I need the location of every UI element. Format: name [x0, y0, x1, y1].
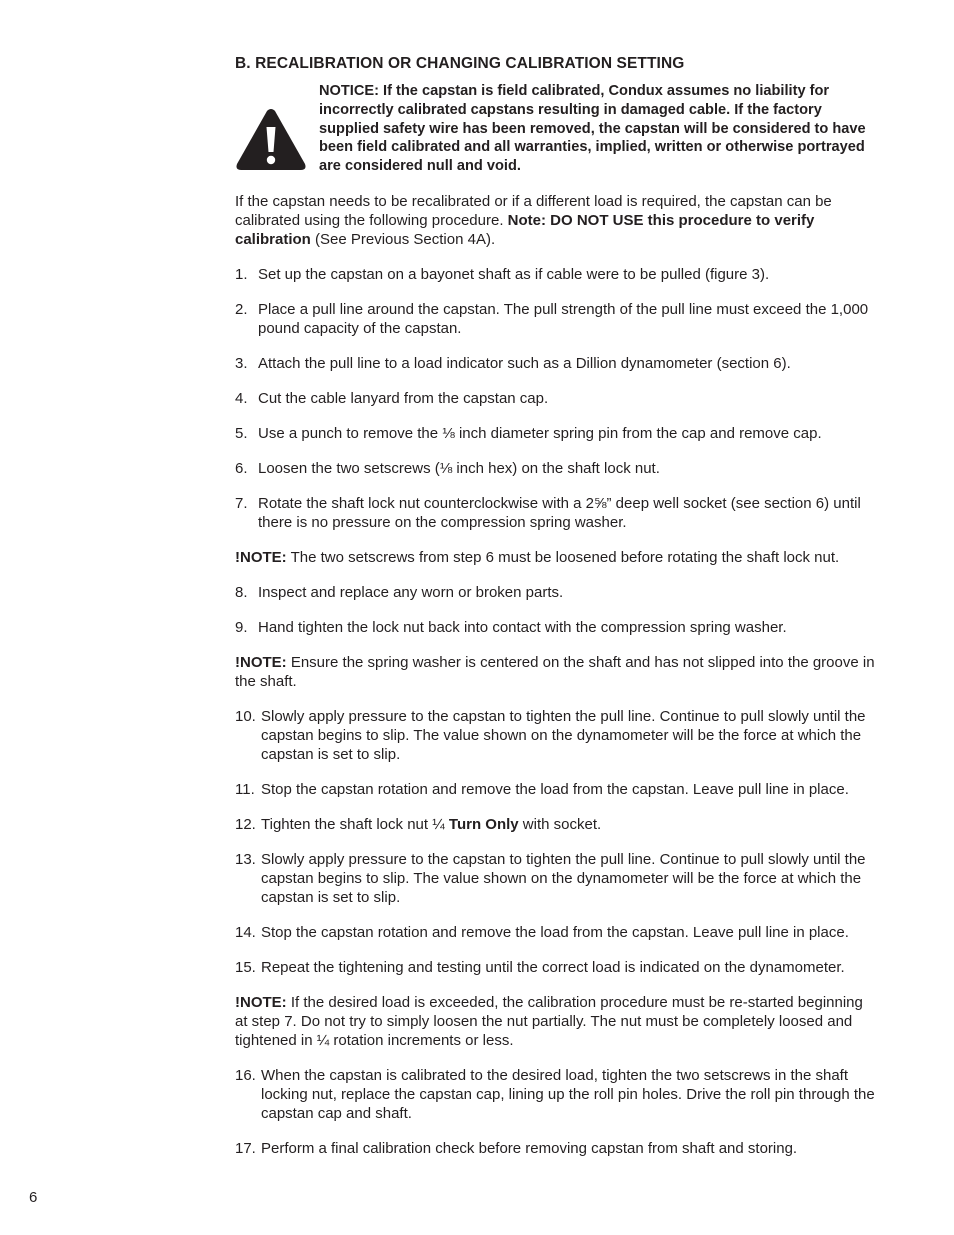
step-number: 8. [235, 583, 248, 601]
section-heading: B. RECALIBRATION OR CHANGING CALIBRATION SETTING [235, 55, 685, 72]
steps-2 [235, 583, 875, 637]
step-text: Cut the cable lanyard from the capstan cap. [258, 389, 549, 407]
step-number: 3. [235, 354, 248, 372]
step-text: Loosen the two setscrews (⅛ inch hex) on the shaft lock nut. [258, 459, 660, 477]
step-item [235, 459, 875, 478]
step-number: 16. [235, 1066, 256, 1084]
step-item [235, 354, 875, 373]
note-2: !NOTE: Ensure the spring washer is centered on the shaft and has not slipped into the groove in the shaft. [235, 653, 875, 690]
step-item [235, 265, 875, 284]
step-text: Stop the capstan rotation and remove the load from the capstan. Leave pull line in place. [261, 923, 849, 941]
step-number: 11. [235, 780, 255, 798]
step-item [235, 424, 875, 443]
notice-text: NOTICE: If the capstan is field calibrated, Condux assumes no liability for incorrectly calibrated capstans resulting in damaged cable. If the factory supplied safety wire has been removed, the capstan will be considered to have been field calibrated and all warranties, implied, written or otherwise portrayed are considered null and void. [319, 83, 866, 175]
step-item [235, 923, 875, 942]
step-number: 2. [235, 300, 248, 318]
step-item [235, 389, 875, 408]
step-number: 9. [235, 618, 248, 636]
step-text: Inspect and replace any worn or broken parts. [258, 583, 564, 601]
notice-block [235, 82, 875, 176]
note-3: !NOTE: If the desired load is exceeded, the calibration procedure must be re-started beginning at step 7. Do not try to simply loosen the nut partially. The nut must be completely loosed and tightened in ¼ rotation increments or less. [235, 993, 863, 1049]
step-item [235, 780, 875, 799]
step-item [235, 583, 875, 602]
step-text: When the capstan is calibrated to the desired load, tighten the two setscrews in the shaft locking nut, replace the capstan cap, lining up the roll pin holes. Drive the roll pin through the capstan cap and shaft. [261, 1066, 875, 1122]
step-number: 10. [235, 707, 256, 725]
step-text: Perform a final calibration check before removing capstan from shaft and storing. [261, 1139, 798, 1157]
steps-3 [235, 707, 875, 799]
step-item [235, 1139, 875, 1158]
steps-4 [235, 850, 875, 977]
step-number: 17. [235, 1139, 256, 1157]
steps-1 [235, 265, 875, 532]
step-number: 14. [235, 923, 256, 941]
step-item [235, 850, 875, 907]
step-number: 13. [235, 850, 256, 868]
step-text: Set up the capstan on a bayonet shaft as if cable were to be pulled (figure 3). [258, 265, 770, 283]
step-number: 4. [235, 389, 248, 407]
step-text: Hand tighten the lock nut back into contact with the compression spring washer. [258, 618, 787, 636]
step-item: 12. Tighten the shaft lock nut ¼ Turn Only with socket. [235, 815, 602, 833]
note-1: !NOTE: The two setscrews from step 6 must be loosened before rotating the shaft lock nut. [235, 548, 840, 566]
step-text: Slowly apply pressure to the capstan to tighten the pull line. Continue to pull slowly until the capstan begins to slip. The value shown on the dynamometer will be the force at which the capstan is set to slip. [261, 707, 866, 763]
step-item [235, 1066, 875, 1123]
step-text: Place a pull line around the capstan. The pull strength of the pull line must exceed the 1,000 pound capacity of the capstan. [258, 300, 869, 337]
step-item [235, 618, 875, 637]
page-number: 6 [29, 1189, 38, 1206]
step-item [235, 494, 875, 532]
step-text: Attach the pull line to a load indicator such as a Dillion dynamometer (section 6). [258, 354, 791, 372]
step-number: 5. [235, 424, 248, 442]
step-text: Rotate the shaft lock nut counterclockwise with a 2⅝” deep well socket (see section 6) until there is no pressure on the compression spring washer. [258, 494, 861, 531]
step-number: 1. [235, 265, 248, 283]
document-body [235, 54, 875, 1158]
step-text: Use a punch to remove the ⅛ inch diameter spring pin from the cap and remove cap. [258, 424, 822, 442]
step-number: 6. [235, 459, 248, 477]
step-number: 15. [235, 958, 256, 976]
steps-5 [235, 1066, 875, 1158]
intro-paragraph: If the capstan needs to be recalibrated or if a different load is required, the capstan can be calibrated using the following procedure. Note: DO NOT USE this procedure to verify calibration (See Previous Section 4A). [235, 192, 832, 248]
step-text: Slowly apply pressure to the capstan to tighten the pull line. Continue to pull slowly until the capstan begins to slip. The value shown on the dynamometer will be the force at which the capstan is set to slip. [261, 850, 866, 906]
intro-bold: Note: DO NOT USE this procedure to verify calibration [235, 211, 815, 248]
step-number: 7. [235, 494, 248, 512]
step-item [235, 707, 875, 764]
step-item [235, 300, 875, 338]
step-item [235, 958, 875, 977]
warning-icon [235, 108, 307, 172]
step-text: Repeat the tightening and testing until the correct load is indicated on the dynamometer. [261, 958, 845, 976]
step-text: Stop the capstan rotation and remove the load from the capstan. Leave pull line in place. [261, 780, 849, 798]
